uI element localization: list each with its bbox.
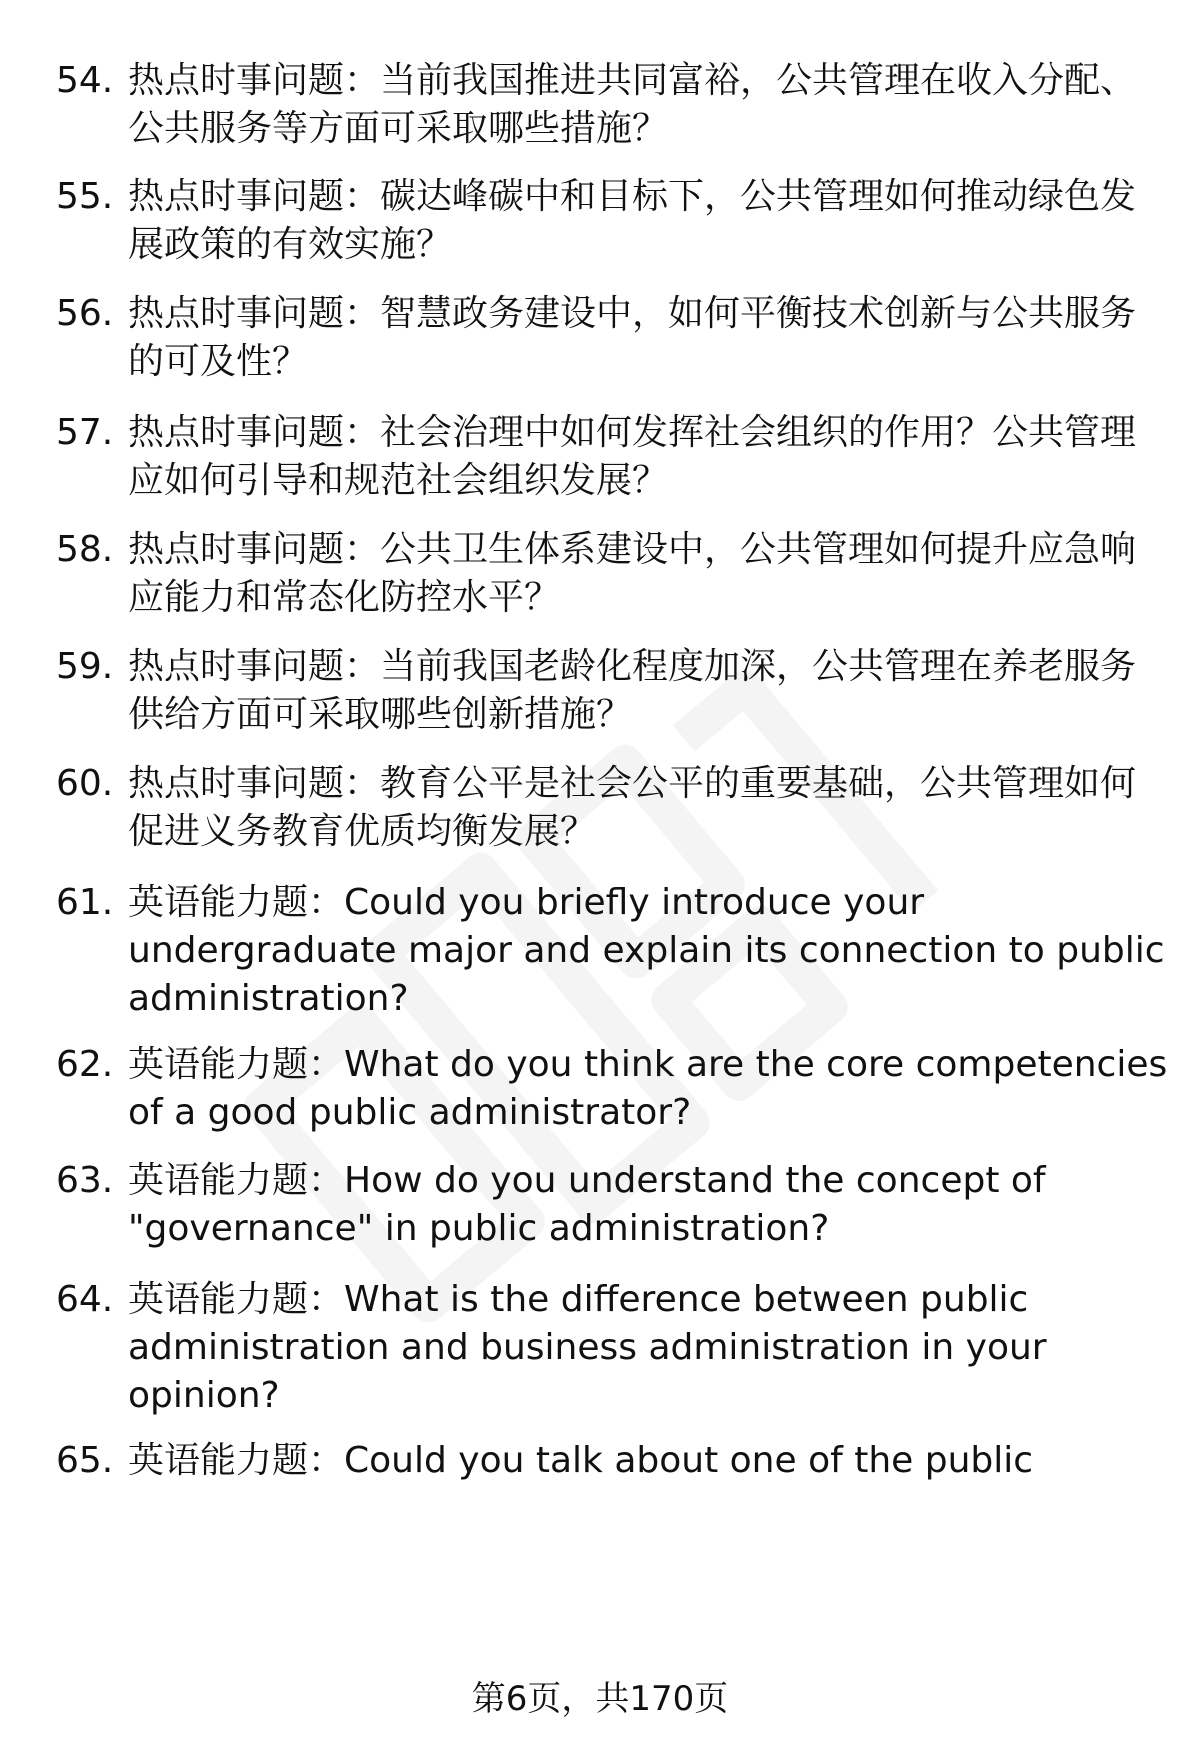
question-text (128, 879, 1165, 1023)
question-line: "governance" in public administration? (128, 1208, 830, 1249)
question-text (128, 643, 1136, 739)
question-text (128, 409, 1136, 505)
question-line: 应能力和常态化防控水平？ (128, 577, 561, 618)
question-line: of a good public administrator? (128, 1092, 692, 1133)
question-text (128, 1276, 1047, 1420)
question-line: opinion? (128, 1375, 280, 1416)
question-line: administration and business administration in your (128, 1327, 1047, 1368)
question-text (128, 290, 1136, 386)
question-line: 英语能力题：Could you briefly introduce your (128, 882, 925, 923)
question-text (128, 1437, 1033, 1485)
question-number: 58. (56, 529, 114, 570)
question-line: 英语能力题：What is the difference between public (128, 1279, 1029, 1320)
question-line: 热点时事问题：碳达峰碳中和目标下，公共管理如何推动绿色发 (128, 176, 1137, 217)
question-line: 公共服务等方面可采取哪些措施？ (128, 108, 669, 149)
question-line: 英语能力题：What do you think are the core competencies (128, 1044, 1168, 1085)
question-line: 热点时事问题：智慧政务建设中，如何平衡技术创新与公共服务 (128, 293, 1137, 334)
question-number: 60. (56, 763, 114, 804)
question-line: 热点时事问题：当前我国推进共同富裕，公共管理在收入分配、 (128, 60, 1137, 101)
question-line: undergraduate major and explain its connection to public (128, 930, 1165, 971)
question-number: 64. (56, 1279, 114, 1320)
question-text (128, 57, 1136, 153)
question-text (128, 1041, 1167, 1137)
question-line: administration? (128, 978, 409, 1019)
question-line: 的可及性？ (128, 341, 309, 382)
question-line: 热点时事问题：社会治理中如何发挥社会组织的作用？公共管理 (128, 412, 1137, 453)
question-line: 热点时事问题：当前我国老龄化程度加深，公共管理在养老服务 (128, 646, 1137, 687)
question-number: 63. (56, 1160, 114, 1201)
question-number: 56. (56, 293, 114, 334)
question-line: 供给方面可采取哪些创新措施？ (128, 694, 633, 735)
question-line: 热点时事问题：公共卫生体系建设中，公共管理如何提升应急响 (128, 529, 1137, 570)
question-line: 应如何引导和规范社会组织发展？ (128, 460, 669, 501)
question-text (128, 173, 1136, 269)
question-text (128, 1157, 1046, 1253)
question-number: 54. (56, 60, 114, 101)
question-number: 59. (56, 646, 114, 687)
question-line: 促进义务教育优质均衡发展？ (128, 811, 597, 852)
question-text (128, 526, 1136, 622)
question-line: 英语能力题：How do you understand the concept of (128, 1160, 1046, 1201)
question-number: 55. (56, 176, 114, 217)
question-line: 热点时事问题：教育公平是社会公平的重要基础，公共管理如何 (128, 763, 1137, 804)
question-line: 展政策的有效实施？ (128, 224, 453, 265)
question-text (128, 760, 1136, 856)
question-number: 57. (56, 412, 114, 453)
page-footer: 第6页，共170页 (471, 1679, 729, 1719)
question-line: 英语能力题：Could you talk about one of the public (128, 1440, 1034, 1481)
question-number: 62. (56, 1044, 114, 1085)
question-number: 61. (56, 882, 114, 923)
question-number: 65. (56, 1440, 114, 1481)
